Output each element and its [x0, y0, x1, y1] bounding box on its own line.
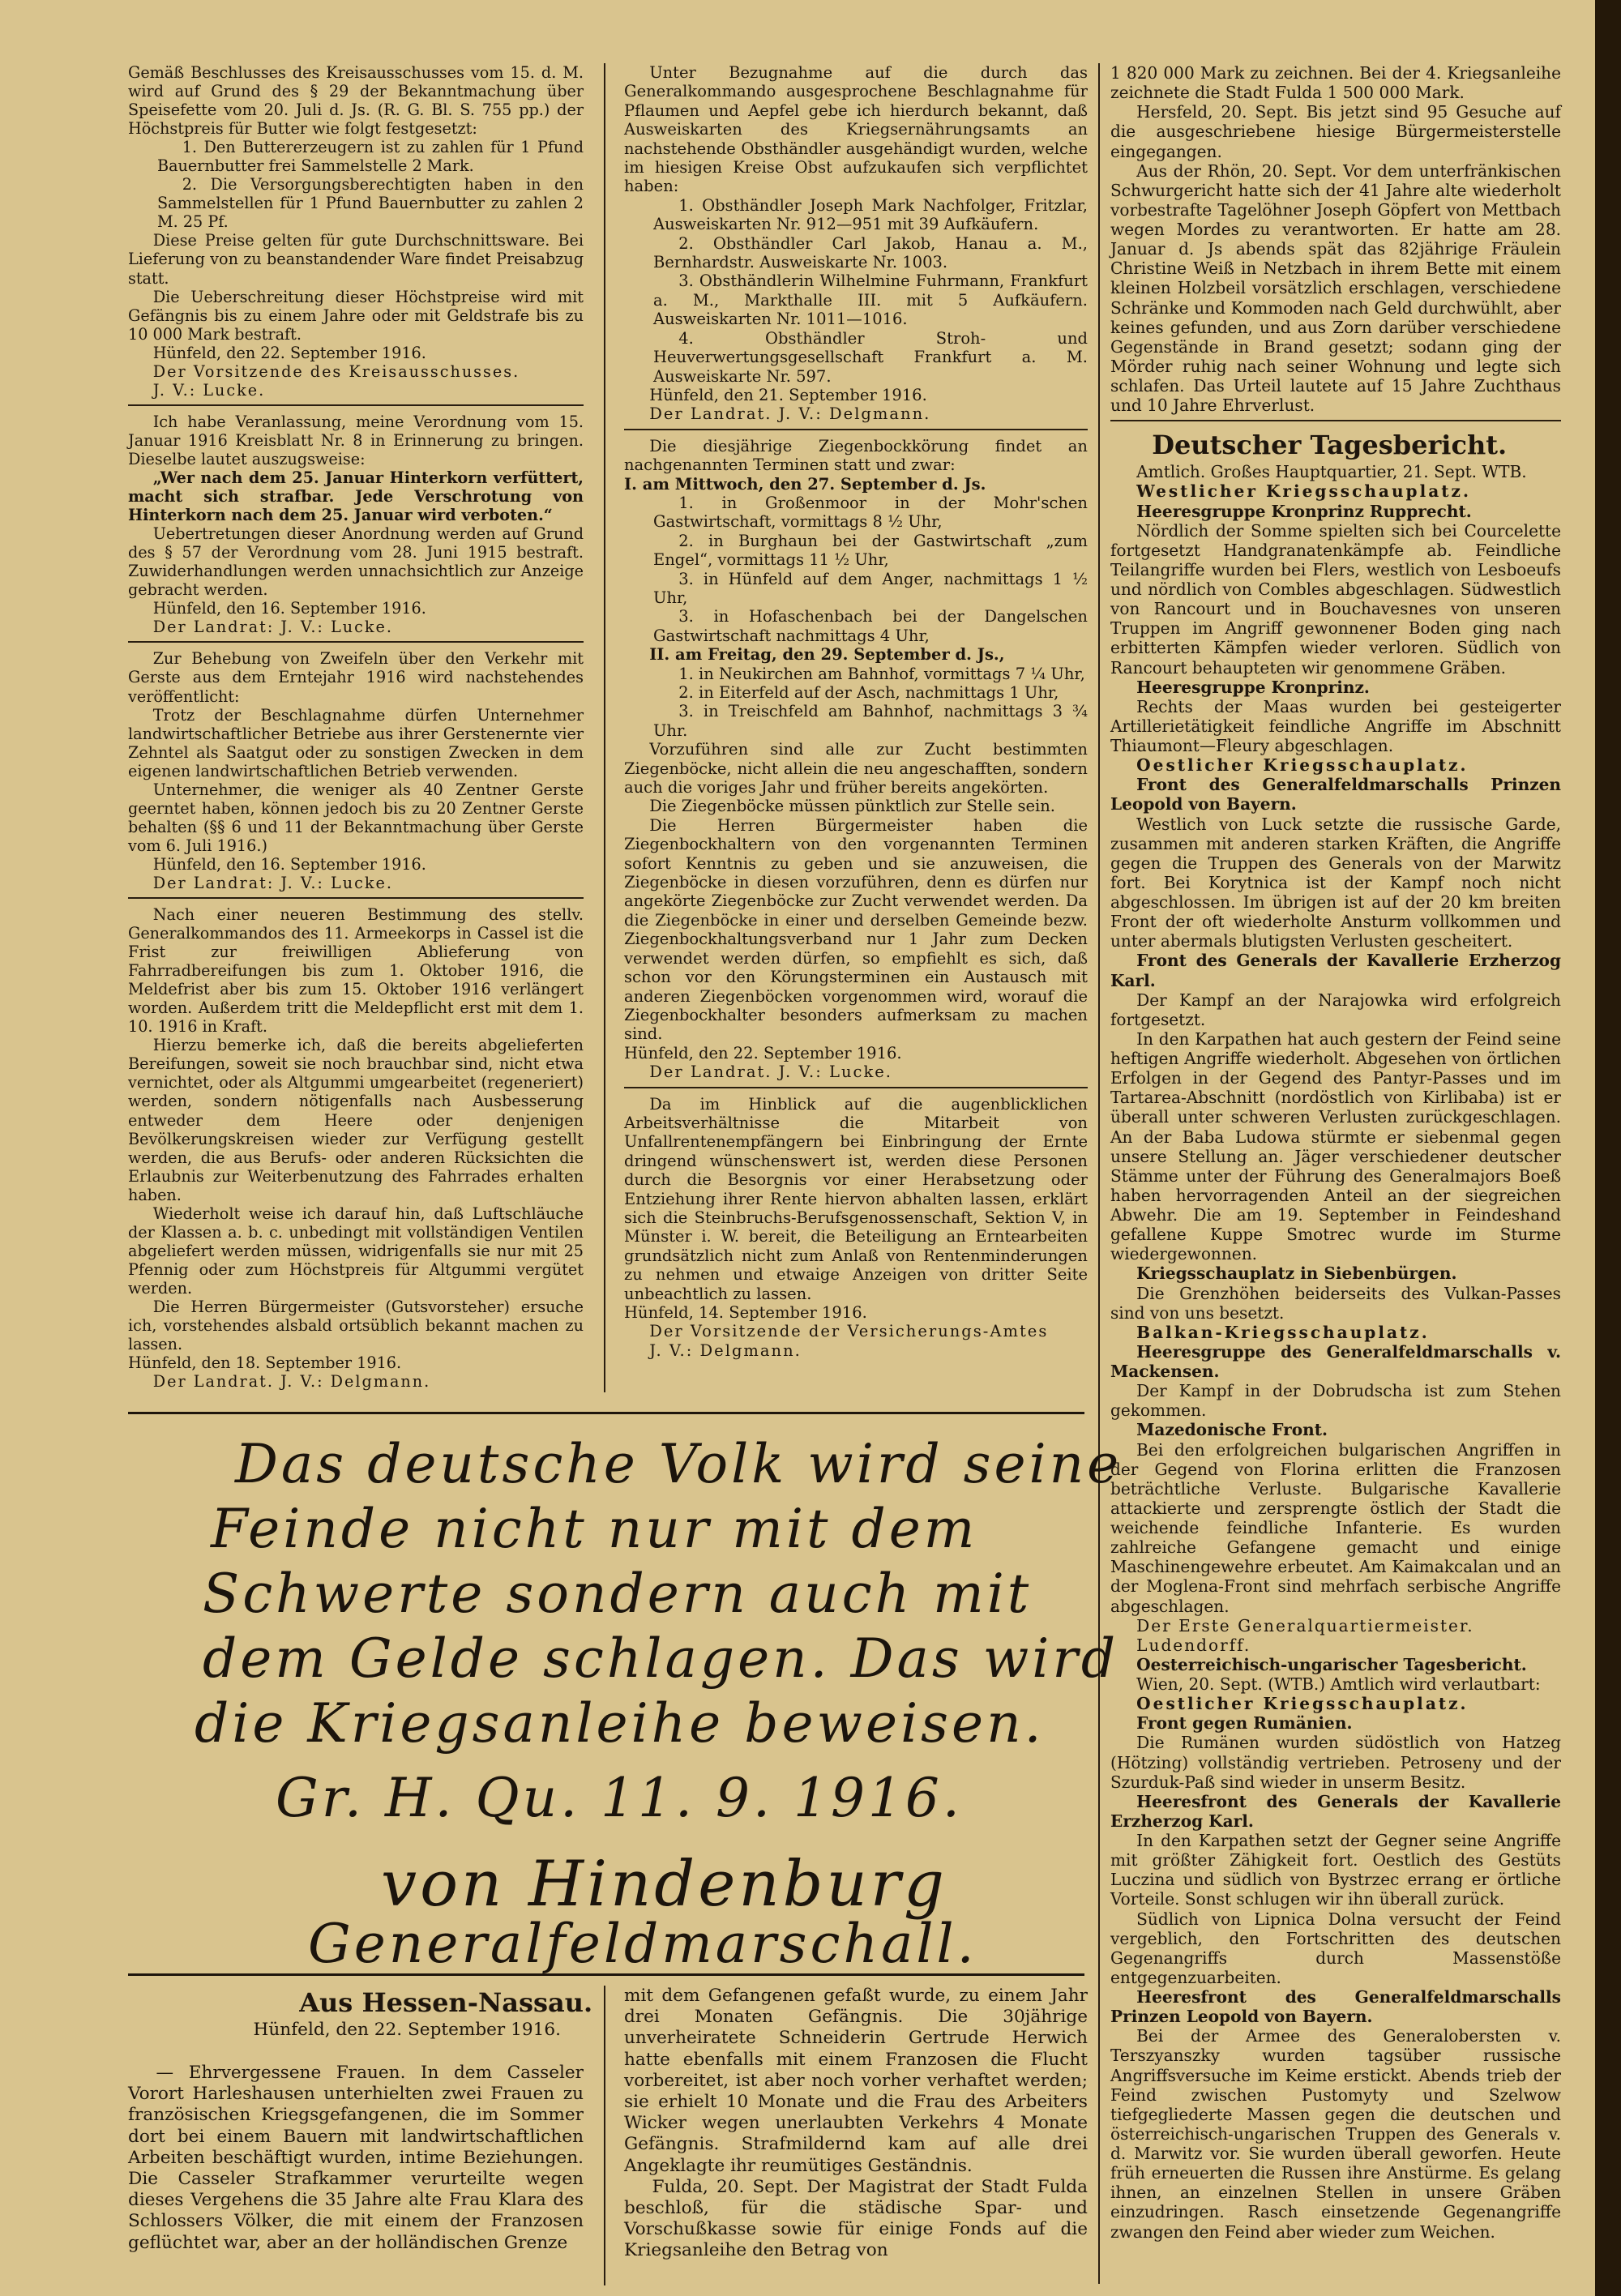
maz-text: Bei den erfolgreichen bulgarischen Angriffen in der Gegend von Florina erlitten die Franzosen beträchtliche Verluste. Bulgarische Kavallerie attackierte und zersprengte östlich der Stadt die weichende feindliche Infanterie. Es wurden zahlreiche Gefangene gemacht und einige Maschinengewehre erbeutet. Am Kaimakcalan und an der Moglena-Front sind mehrfach serbische Angriffe abgeschlagen.	[1110, 1439, 1561, 1616]
butter-text: Diese Preise gelten für gute Durchschnittsware. Bei Lieferung von zu beanstandender Ware findet Preisabzug statt.	[128, 231, 584, 288]
fahrrad-date: Hünfeld, den 18. September 1916.	[128, 1353, 402, 1373]
tagesbericht-dateline: Amtlich. Großes Hauptquartier, 21. Sept. WTB.	[1136, 462, 1527, 482]
ziegen-item: 3. in Hünfeld auf dem Anger, nachmittags 1 ½ Uhr,	[653, 569, 1088, 607]
maz-signer: Der Erste Generalquartiermeister.	[1136, 1615, 1474, 1635]
korn-date: Hünfeld, den 16. September 1916.	[152, 599, 426, 618]
ost-heading: Oestlicher Kriegsschauplatz.	[1136, 755, 1469, 776]
oe-dateline: Wien, 20. Sept. (WTB.) Amtlich wird verlautbart:	[1136, 1674, 1541, 1694]
butter-notice-intro: Gemäß Beschlusses des Kreisausschusses vom 15. d. M. wird auf Grund des § 29 der Bekanntmachung über Speisefette vom 20. Juli d. Js. (R. G. Bl. S. 755 pp.) der Höchstpreis für Butter wie folgt festgesetzt:	[128, 63, 584, 139]
column-2	[624, 63, 1088, 1360]
gerste-date: Hünfeld, den 16. September 1916.	[152, 854, 426, 874]
divider	[624, 1087, 1088, 1088]
news-text: Aus der Rhön, 20. Sept. Vor dem unterfränkischen Schwurgericht hatte sich der 41 Jahre alte wiederholt vorbestrafte Tagelöhner Joseph Göpfert von Mettbach wegen Mordes zu verantworten. Er hatte am 28. Januar d. Js abends spät das 82jährige Fräulein Christine Weiß in Netzbach in ihrem Bette mit einem kleinen Holzbeil vorsätzlich erschlagen, verschiedene Schränke und Kommoden nach Geld durchwühlt, aber keines gefunden, und aus Zorn darüber verschiedene Gegenstände in Brand gesetzt; sodann ging der Mörder ruhig nach seiner Wohnung und legte sich schlafen. Das Urteil lautete auf 15 Jahre Zuchthaus und 10 Jahre Ehrverlust.	[1110, 160, 1561, 416]
west-subheading: Heeresgruppe Kronprinz.	[1136, 677, 1370, 697]
obst-item: 4. Obsthändler Stroh- und Heuverwertungsgesellschaft Frankfurt a. M. Ausweiskarte Nr. 597.	[653, 328, 1088, 386]
handwriting-line: dem Gelde schlagen. Das wird	[203, 1627, 1119, 1690]
butter-item-1: 1. Den Buttererzeugern ist zu zahlen für 1 Pfund Bauernbutter frei Sammelstelle 2 Mark.	[157, 138, 584, 176]
column-3	[1110, 63, 1561, 2242]
ziegen-item: 3. in Hofaschenbach bei der Dangelschen Gastwirtschaft nachmittags 4 Uhr,	[653, 607, 1088, 645]
hessen-text: Fulda, 20. Sept. Der Magistrat der Stadt Fulda beschloß, für die städische Spar- und Vorschußkasse sowie für einige Fonds auf die Kriegsanleihe den Betrag von	[624, 2176, 1088, 2261]
obst-item: 1. Obsthändler Joseph Mark Nachfolger, Fritzlar, Ausweiskarten Nr. 912—951 mit 39 Aufkäufern.	[653, 195, 1088, 234]
hessen-dateline: Hünfeld, den 22. September 1916.	[253, 2020, 561, 2040]
handwriting-line: die Kriegsanleihe beweisen.	[195, 1692, 1045, 1755]
ziegen-text: Die Herren Bürgermeister haben die Ziegenbockhaltern von den vorgenannten Terminen sofort Kenntnis zu geben und sie anzuweisen, die Ziegenböcke in diesen vorzuführen, denn es dürfen nur angekörte Ziegenböcke zur Zucht verwendet werden. Da die Ziegenböcke in einer und derselben Gemeinde bezw. Ziegenbockhaltungsverband nur 1 Jahr zum Decken verwendet werden dürfen, so empfiehlt es sich, daß schon vor den Körungsterminen ein Austausch mit anderen Ziegenböcken vorgenommen wird, worauf die Ziegenbockhalter besonders aufmerksam zu machen sind.	[624, 815, 1088, 1044]
ziegen-date: Hünfeld, den 22. September 1916.	[624, 1043, 902, 1062]
sieb-heading: Kriegsschauplatz in Siebenbürgen.	[1136, 1263, 1457, 1284]
fahrrad-text: Nach einer neueren Bestimmung des stellv. Generalkommandos des 11. Armeekorps in Cassel ist die Frist zur freiwilligen Ablieferung von Fahrradbereifungen bis zum 1. Oktober 1916, die Meldefrist aber bis zum 15. Oktober 1916 verlängert worden. Außerdem tritt die Meldepflicht erst mit dem 1. 10. 1916 in Kraft.	[128, 905, 584, 1037]
gerste-intro: Zur Behebung von Zweifeln über den Verkehr mit Gerste aus dem Erntejahr 1916 wird nachstehendes veröffentlicht:	[128, 649, 584, 706]
divider	[624, 429, 1088, 430]
handwriting-line: Feinde nicht nur mit dem	[211, 1498, 978, 1560]
maz-signature: Ludendorff.	[1136, 1635, 1251, 1655]
butter-signer: Der Vorsitzende des Kreisausschusses.	[152, 361, 520, 381]
ziegen-signature: Der Landrat. J. V.: Lucke.	[649, 1062, 893, 1082]
obst-date: Hünfeld, den 21. September 1916.	[649, 385, 927, 404]
ziegen-item: 2. in Burghaun bei der Gastwirtschaft „zum Engel“, vormittags 11 ½ Uhr,	[653, 531, 1088, 570]
column-divider	[604, 63, 605, 1392]
west-subheading: Heeresgruppe Kronprinz Rupprecht.	[1136, 501, 1472, 521]
news-text: 1 820 000 Mark zu zeichnen. Bei der 4. Kriegsanleihe zeichnete die Stadt Fulda 1 500 000 Mark.	[1110, 63, 1561, 103]
oe-text: Die Rumänen wurden südöstlich von Hatzeg (Hötzing) vollständig vertrieben. Petroseny und der Szurduk-Paß sind wieder in unserm Besitz.	[1110, 1733, 1561, 1792]
oe-subheading: Heeresfront des Generals der Kavallerie Erzherzog Karl.	[1110, 1791, 1561, 1831]
hessen-text: mit dem Gefangenen gefaßt wurde, zu einem Jahr drei Monaten Gefängnis. Die 30jährige unverheiratete Schneiderin Gertrude Herwich hatte ebenfalls mit einem Franzosen die Flucht vorbereitet, ist aber noch vorher verhaftet werden; sie erhielt 10 Monate und die Frau des Arbeiters Wicker wegen unerlaubten Verkehrs 4 Monate Gefängnis. Strafmildernd kam auf alle drei Angeklagte ihr reumütiges Geständnis.	[624, 1986, 1088, 2176]
divider	[128, 897, 584, 899]
korn-text: Uebertretungen dieser Anordnung werden auf Grund des § 57 der Verordnung vom 28. Juni 1915 bestraft. Zuwiderhandlungen werden unnachsichtlich zur Anzeige gebracht werden.	[128, 524, 584, 600]
balkan-subheading: Heeresgruppe des Generalfeldmarschalls v. Mackensen.	[1110, 1341, 1561, 1381]
ziegen-text: Die Ziegenböcke müssen pünktlich zur Stelle sein.	[649, 797, 1056, 816]
ost-text: Der Kampf an der Narajowka wird erfolgreich fortgesetzt.	[1110, 990, 1561, 1029]
adjacent-page-edge	[1595, 0, 1621, 2296]
fahrrad-signature: Der Landrat. J. V.: Delgmann.	[152, 1372, 431, 1392]
gerste-text: Trotz der Beschlagnahme dürfen Unternehmer landwirtschaftlicher Betriebe aus ihrer Gerstenernte vier Zehntel als Saatgut oder zu sonstigen Zwecken in dem eigenen landwirtschaftlichen Betrieb verwenden.	[128, 705, 584, 780]
rente-signature: J. V.: Delgmann.	[649, 1340, 802, 1360]
tagesbericht-title: Deutscher Tagesbericht.	[1152, 430, 1508, 461]
butter-date: Hünfeld, den 22. September 1916.	[152, 343, 426, 362]
obst-item: 3. Obsthändlerin Wilhelmine Fuhrmann, Frankfurt a. M., Markthalle III. mit 5 Aufkäufern. Ausweiskarten Nr. 1011—1016.	[653, 272, 1088, 329]
divider	[128, 641, 584, 643]
rente-text: Da im Hinblick auf die augenblicklichen Arbeitsverhältnisse die Mitarbeit von Unfallrentenempfängern bei Einbringung der Ernte dringend wünschenswert ist, werden diese Personen durch die Besorgnis vor einer Herabsetzung oder Entziehung ihrer Rente hiervon abhalten lassen, erklärt sich die Steinbruchs-Berufsgenossenschaft, Sektion V, in Münster i. W. bereit, die Beteiligung an Erntearbeiten grundsätzlich nicht zum Anlaß von Rentenminderungen zu nehmen und etwaige Anzeigen von dritter Seite unbeachtlich zu lassen.	[624, 1094, 1088, 1303]
gerste-signature: Der Landrat: J. V.: Lucke.	[152, 873, 393, 892]
butter-signature: J. V.: Lucke.	[152, 380, 266, 400]
hessen-text: — Ehrvergessene Frauen. In dem Casseler Vorort Harleshausen unterhielten zwei Frauen zu französischen Kriegsgefangenen, die im Sommer dort bei einem Bauern mit landwirtschaftlichen Arbeiten beschäftigt wurden, intime Beziehungen. Die Casseler Strafkammer verurteilte wegen dieses Vergehens die 35 Jahre alte Frau Klara des Schlossers Völker, die mit einem der Franzosen geflüchtet war, aber an der holländischen Grenze	[128, 2063, 584, 2253]
korn-signature: Der Landrat: J. V.: Lucke.	[152, 618, 393, 637]
rente-signer: Der Vorsitzende der Versicherungs-Amtes	[649, 1322, 1049, 1341]
oe-ost-heading: Oestlicher Kriegsschauplatz.	[1136, 1694, 1469, 1714]
ziegen-item: 2. in Eiterfeld auf der Asch, nachmittags 1 Uhr,	[678, 683, 1059, 702]
oe-text: Bei der Armee des Generalobersten v. Terszyanszky wurden tagsüber russische Angriffsversuche im Keime erstickt. Abends trieb der Feind zwischen Pustomyty und Szelwow tiefgegliederte Massen gegen die deutschen und österreichisch-ungarischen Truppen des Generals v. d. Marwitz vor. Sie wurden überall geworfen. Heute früh erneuerten die Russen ihre Anstürme. Es gelang ihnen, an einzelnen Stellen in unsere Gräben einzudringen. Rasch einsetzende Gegenangriffe zwangen den Feind aber wieder zum Weichen.	[1110, 2026, 1561, 2242]
ost-text: Westlich von Luck setzte die russische Garde, zusammen mit anderen starken Kräften, die Angriffe gegen die Truppen des Generals von der Marwitz fort. Bei Korytnica ist der Kampf noch nicht abgeschlossen. Im übrigen ist auf der 20 km breiten Front der oft wiederholte Ansturm vollkommen und unter abermals blutigsten Verlusten gescheitert.	[1110, 814, 1561, 951]
ziegen-text: Vorzuführen sind alle zur Zucht bestimmten Ziegenböcke, nicht allein die neu angeschafften, sondern auch die voriges Jahr und früher bereits angekörten.	[624, 740, 1088, 797]
ost-subheading: Front des Generalfeldmarschalls Prinzen Leopold von Bayern.	[1110, 775, 1561, 815]
obst-item: 2. Obsthändler Carl Jakob, Hanau a. M., Bernhardstr. Ausweiskarte Nr. 1003.	[653, 233, 1088, 272]
balkan-text: Der Kampf in der Dobrudscha ist zum Stehen gekommen.	[1110, 1381, 1561, 1421]
balkan-heading: Balkan-Kriegsschauplatz.	[1136, 1322, 1430, 1342]
column-divider	[604, 1986, 605, 2285]
west-text: Nördlich der Somme spielten sich bei Courcelette fortgesetzt Handgranatenkämpfe ab. Feindliche Teilangriffe wurden bei Flers, westlich von Lesboeufs und nördlich von Combles abgeschlagen. Südwestlich von Rancourt und in Bouchavesnes von unseren Truppen im Angriff gewonnener Boden ging nach erbitterten Kämpfen wieder verloren. Südlich von Rancourt behaupteten wir genommene Gräben.	[1110, 520, 1561, 678]
hessen-col-b	[624, 1986, 1088, 2262]
west-heading: Westlicher Kriegsschauplatz.	[1136, 481, 1471, 502]
ost-text: In den Karpathen hat auch gestern der Feind seine heftigen Angriffe wiederholt. Abgesehen von örtlichen Erfolgen in der Gegend des Pantyr-Passes und im Tartarea-Abschnitt (nordöstlich von Kirlibaba) ist er überall unter schweren Verlusten zurückgeschlagen. An der Baba Ludowa stürmte er siebenmal gegen unsere Stellung an. Jäger verschiedener deutscher Stämme unter der Führung des Generalmajors Boeß haben hervorragenden Anteil an der siegreichen Abwehr. Die am 19. September in Feindeshand gefallene Kuppe Smotrec wurde im Sturme wiedergewonnen.	[1110, 1028, 1561, 1264]
gerste-text: Unternehmer, die weniger als 40 Zentner Gerste geerntet haben, können jedoch bis zu 20 Zentner Gerste behalten (§§ 6 und 11 der Bekanntmachung über Gerste vom 6. Juli 1916.)	[128, 780, 584, 855]
handwriting-signature: von Hindenburg	[381, 1848, 947, 1921]
ziegen-heading-1: I. am Mittwoch, den 27. September d. Js.	[624, 474, 986, 494]
oe-subheading: Heeresfront des Generalfeldmarschalls Prinzen Leopold von Bayern.	[1110, 1987, 1561, 2027]
divider	[128, 404, 584, 406]
hessen-col-a	[128, 2063, 584, 2254]
handwriting-line: Schwerte sondern auch mit	[203, 1563, 1033, 1625]
ziegen-intro: Die diesjährige Ziegenbockkörung findet an nachgenannten Terminen statt und zwar:	[624, 436, 1088, 475]
oe-rum-heading: Front gegen Rumänien.	[1136, 1713, 1353, 1734]
divider	[1110, 420, 1561, 421]
column-1	[128, 63, 584, 1391]
handwriting-date: Gr. H. Qu. 11. 9. 1916.	[276, 1767, 963, 1829]
butter-text: Die Ueberschreitung dieser Höchstpreise wird mit Gefängnis bis zu einem Jahre oder mit Geldstrafe bis zu 10 000 Mark bestraft.	[128, 287, 584, 344]
maz-heading: Mazedonische Front.	[1136, 1420, 1328, 1440]
ost-subheading: Front des Generals der Kavallerie Erzherzog Karl.	[1110, 951, 1561, 990]
news-text: Hersfeld, 20. Sept. Bis jetzt sind 95 Gesuche auf die ausgeschriebene hiesige Bürgermeisterstelle eingegangen.	[1110, 102, 1561, 161]
rente-date: Hünfeld, 14. September 1916.	[624, 1303, 867, 1322]
hindenburg-facsimile	[138, 1426, 1123, 1975]
handwriting-title: Generalfeldmarschall.	[308, 1913, 977, 1975]
oe-text: Südlich von Lipnica Dolna versucht der Feind vergeblich, den Fortschritten des deutschen Gegenangriffs durch Massenstöße entgegenzuarbeiten.	[1110, 1909, 1561, 1987]
butter-item-2: 2. Die Versorgungsberechtigten haben in den Sammelstellen für 1 Pfund Bauernbutter zu zahlen 2 M. 25 Pf.	[157, 175, 584, 232]
ziegen-item: 1. in Neukirchen am Bahnhof, vormittags 7 ¼ Uhr,	[678, 664, 1085, 683]
handwriting-line: Das deutsche Volk wird seine	[235, 1433, 1123, 1495]
fahrrad-text: Hierzu bemerke ich, daß die bereits abgelieferten Bereifungen, soweit sie noch brauchbar sind, nicht etwa vernichtet, oder als Altgummi umgearbeitet (regeneriert) werden, sondern nötigenfalls nach Ausbesserung entweder dem Heere oder denjenigen Bevölkerungskreisen wieder zur Verfügung gestellt werden, die aus Berufs- oder anderen Rücksichten die Erlaubnis zur Weiterbenutzung des Fahrrades erhalten haben.	[128, 1036, 584, 1204]
column-divider	[1098, 63, 1100, 2284]
obst-signature: Der Landrat. J. V.: Delgmann.	[649, 404, 931, 424]
korn-quote: „Wer nach dem 25. Januar Hinterkorn verfüttert, macht sich strafbar. Jede Verschrotung von Hinterkorn nach dem 25. Januar wird verboten.“	[128, 468, 584, 525]
sieb-text: Die Grenzhöhen beiderseits des Vulkan-Passes sind von uns besetzt.	[1110, 1283, 1561, 1323]
oe-text: In den Karpathen setzt der Gegner seine Angriffe mit größter Zähigkeit fort. Oestlich des Gestüts Luczina und südlich von Bystrzec errang er örtliche Vorteile. Sonst schlugen wir ihn überall zurück.	[1110, 1831, 1561, 1909]
ziegen-item: 3. in Treischfeld am Bahnhof, nachmittags 3 ¾ Uhr.	[653, 702, 1088, 740]
section-rule	[128, 1412, 1084, 1414]
fahrrad-text: Wiederholt weise ich darauf hin, daß Luftschläuche der Klassen a. b. c. unbedingt mit vollständigen Ventilen abgeliefert werden müssen, widrigenfalls sie nur mit 25 Pfennig oder zum Höchstpreis für Altgummi vergütet werden.	[128, 1204, 584, 1298]
fahrrad-text: Die Herren Bürgermeister (Gutsvorsteher) ersuche ich, vorstehendes alsbald ortsüblich bekannt machen zu lassen.	[128, 1298, 584, 1354]
korn-intro: Ich habe Veranlassung, meine Verordnung vom 15. Januar 1916 Kreisblatt Nr. 8 in Erinnerung zu bringen. Dieselbe lautet auszugsweise:	[128, 412, 584, 468]
ziegen-item: 1. in Großenmoor in der Mohr'schen Gastwirtschaft, vormittags 8 ½ Uhr,	[653, 493, 1088, 532]
oe-heading: Oesterreichisch-ungarischer Tagesbericht.	[1136, 1654, 1527, 1674]
ziegen-heading-2: II. am Freitag, den 29. September d. Js.,	[649, 645, 1005, 665]
obst-intro: Unter Bezugnahme auf die durch das Generalkommando ausgesprochene Beschlagnahme für Pflaumen und Aepfel gebe ich hierdurch bekannt, daß Ausweiskarten des Kriegsernährungsamts an nachstehende Obsthändler ausgehändigt wurden, welche im hiesigen Kreise Obst aufzukaufen sich verpflichtet haben:	[624, 63, 1088, 196]
hessen-title: Aus Hessen-Nassau.	[299, 1987, 593, 2018]
west-text: Rechts der Maas wurden bei gesteigerter Artillerietätigkeit feindliche Angriffe im Abschnitt Thiaumont—Fleury abgeschlagen.	[1110, 696, 1561, 755]
